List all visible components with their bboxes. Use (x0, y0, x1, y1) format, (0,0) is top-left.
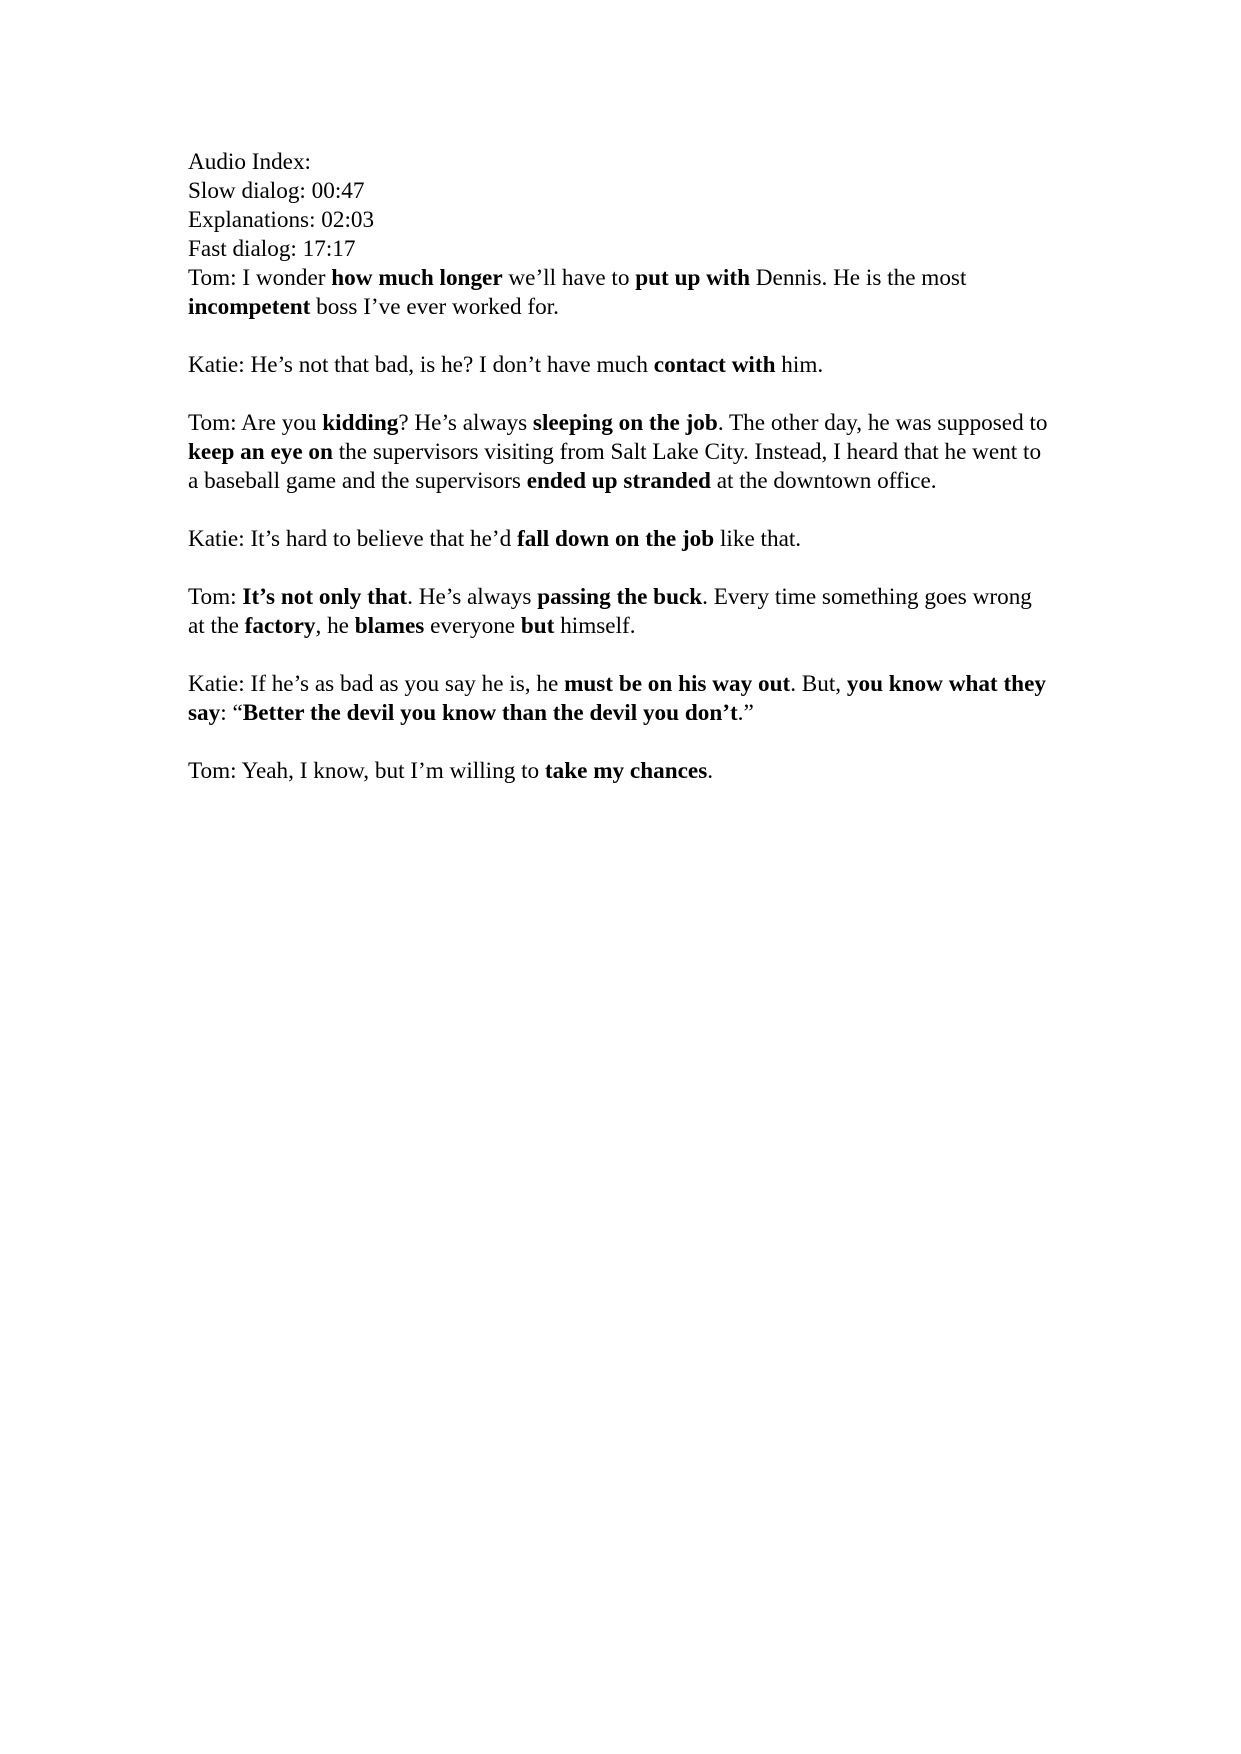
dialog-text: ? He’s always (398, 410, 533, 436)
audio-index-heading: Audio Index: (188, 149, 312, 175)
key-phrase: ended up stranded (526, 468, 711, 494)
key-phrase: kidding (322, 410, 399, 436)
dialog-text: , he (315, 613, 355, 639)
dialog-text: the supervisors visiting from Salt Lake City. Instead, I heard that he went to a baseball game and the supervisors (188, 439, 1042, 494)
dialog-paragraph (188, 525, 1048, 554)
dialog-text: Dennis. He is the most (749, 265, 967, 291)
dialog-text: like that. (714, 526, 802, 552)
key-phrase: you know what they say (188, 671, 1046, 726)
dialog-text: . The other day, he was supposed to (717, 410, 1048, 436)
dialog-text: Katie: It’s hard to believe that he’d (188, 526, 518, 552)
key-phrase: how much longer (331, 265, 503, 291)
audio-index-slow-dialog: Slow dialog: 00:47 (188, 178, 365, 204)
dialog-text: . He’s always (407, 584, 538, 610)
dialog-text: we’ll have to (502, 265, 636, 291)
key-phrase: take my chances (544, 758, 708, 784)
dialog-paragraph (188, 409, 1048, 496)
dialog-text: . Every time something goes wrong at the (188, 584, 1032, 639)
dialog-text: Katie: He’s not that bad, is he? I don’t have much (188, 352, 654, 378)
dialog-text: Katie: If he’s as bad as you say he is, he (188, 671, 565, 697)
dialog-text: himself. (554, 613, 636, 639)
dialog-text: : “ (220, 700, 243, 726)
dialog-text: everyone (424, 613, 521, 639)
dialog-text: .” (737, 700, 754, 726)
audio-index-fast-dialog: Fast dialog: 17:17 (188, 236, 356, 262)
dialog-paragraph (188, 757, 1048, 786)
dialog-text: . (707, 758, 714, 784)
dialog-paragraph (188, 670, 1048, 728)
key-phrase: put up with (635, 265, 750, 291)
audio-index-explanations: Explanations: 02:03 (188, 207, 375, 233)
document-content (188, 148, 1048, 815)
dialog-paragraph (188, 264, 1048, 322)
dialog-paragraph (188, 583, 1048, 641)
key-phrase: must be on his way out (564, 671, 791, 697)
dialog-text: Tom: Yeah, I know, but I’m willing to (188, 758, 545, 784)
dialog-text: at the downtown office. (710, 468, 937, 494)
key-phrase: keep an eye on (188, 439, 333, 465)
key-phrase: incompetent (188, 294, 311, 320)
key-phrase: passing the buck (537, 584, 703, 610)
key-phrase: fall down on the job (517, 526, 715, 552)
dialog-text: him. (775, 352, 824, 378)
dialog-paragraph (188, 351, 1048, 380)
key-phrase: Better the devil you know than the devil you don’t (242, 700, 738, 726)
key-phrase: factory (244, 613, 316, 639)
dialog-text: boss I’ve ever worked for. (310, 294, 559, 320)
dialog-text: . But, (790, 671, 847, 697)
key-phrase: It’s not only that (242, 584, 408, 610)
dialog-text: Tom: I wonder (188, 265, 332, 291)
key-phrase: but (520, 613, 555, 639)
key-phrase: contact with (653, 352, 776, 378)
key-phrase: blames (354, 613, 425, 639)
dialog-text: Tom: (188, 584, 243, 610)
key-phrase: sleeping on the job (532, 410, 718, 436)
dialog-text: Tom: Are you (188, 410, 323, 436)
